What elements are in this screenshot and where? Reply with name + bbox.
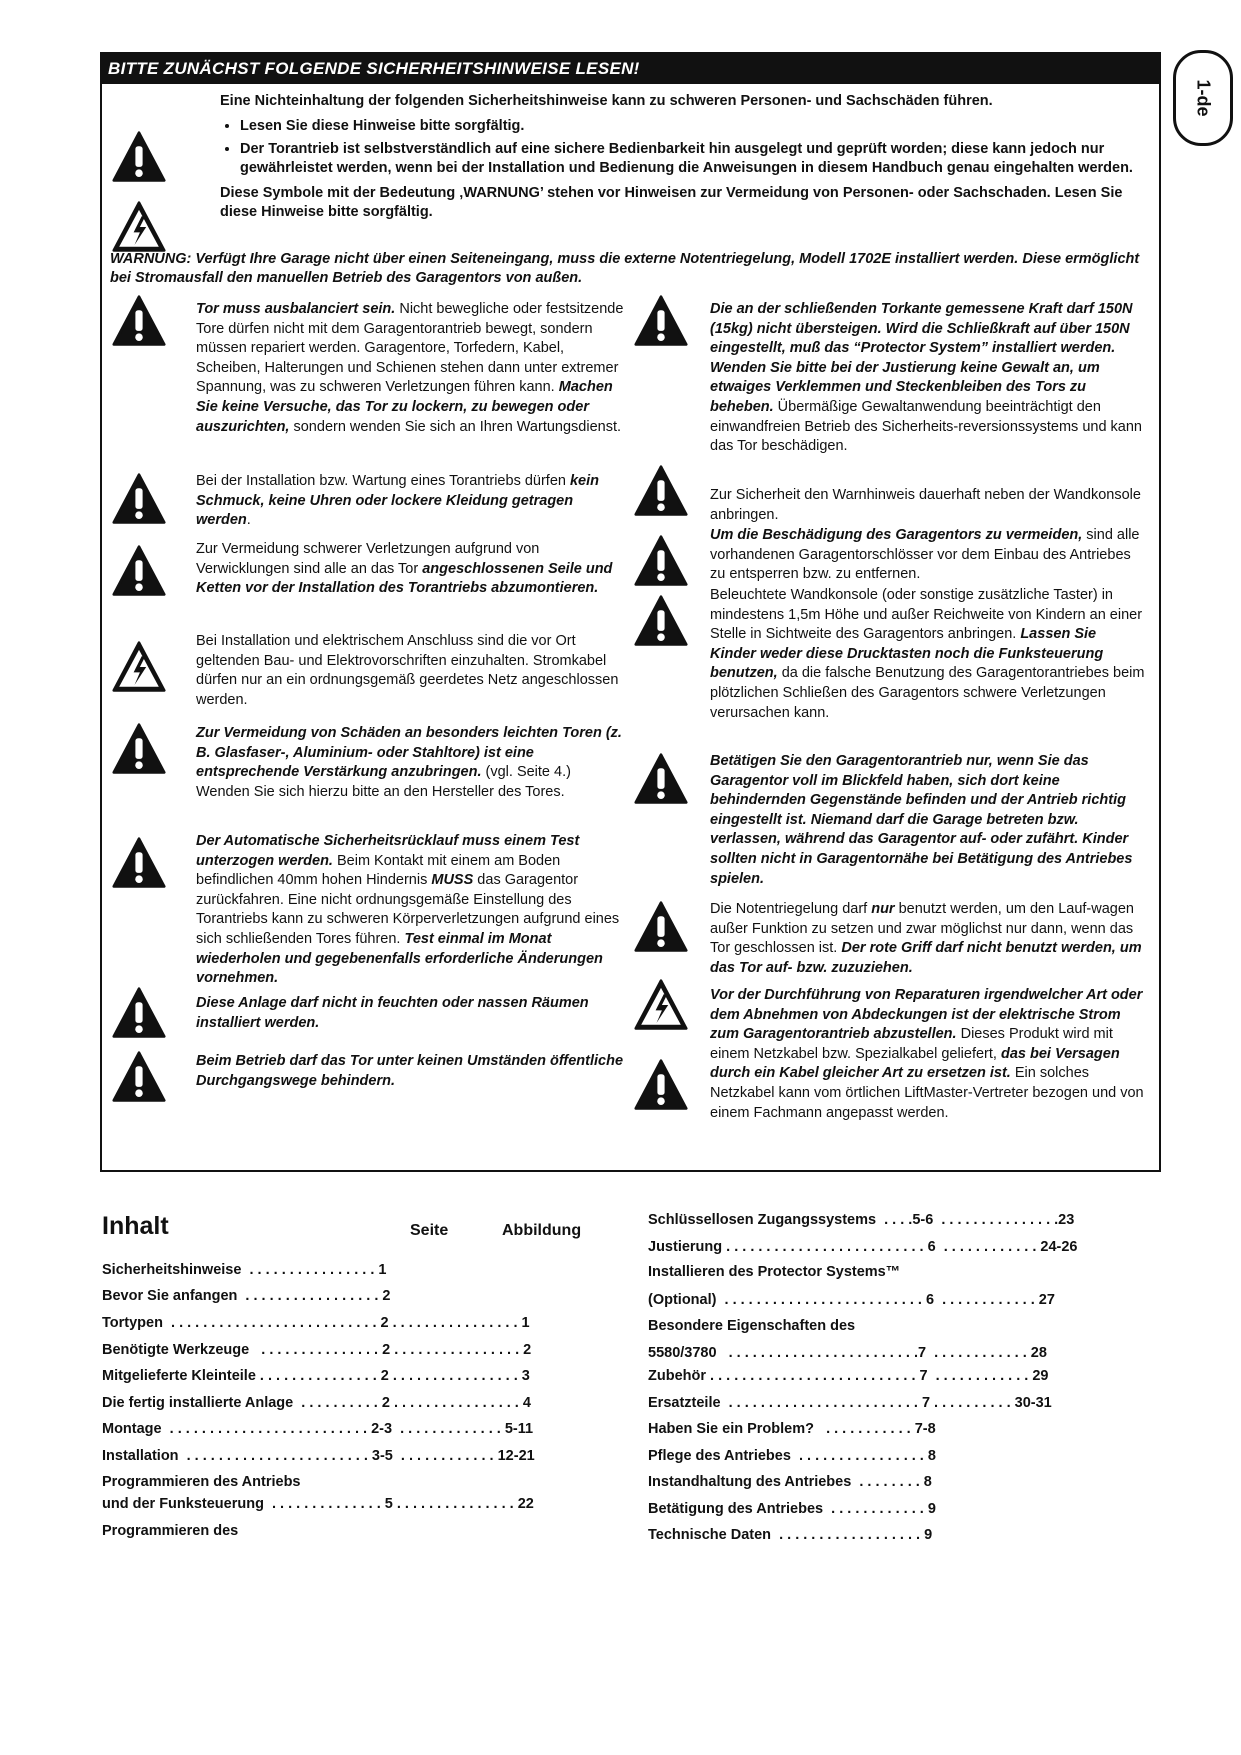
warning-exclamation-icon xyxy=(634,464,688,518)
contents-col-figure: Abbildung xyxy=(502,1222,582,1239)
right-warning-7 xyxy=(710,986,1146,1123)
warning-exclamation-icon xyxy=(112,836,166,890)
right-warning-7-text: Dieses Produkt wird mit einem Netzkabel bzw. Spezialkabel geliefert, xyxy=(710,1026,1113,1062)
intro-line: Eine Nichteinhaltung der folgenden Sicherheitshinweise kann zu schweren Personen- und Sachschäden führen. xyxy=(220,93,993,109)
left-warning-3-bold: angeschlossenen Seile und Ketten vor der Installation des Torantriebs abzumontieren. xyxy=(196,560,613,597)
intro-bullet: • Der Torantrieb ist selbstverständlich auf eine sichere Bedienbarkeit hin ausgelegt und geprüft worden; diese kann jedoch nur gewährleistet werden, wenn bei der Installation und Bedienung die Anweisungen in diesem Handbuch genau eingehalten werden. xyxy=(240,140,1150,178)
warning-exclamation-icon xyxy=(634,1058,688,1112)
toc-entry[interactable]: und der Funksteuerung . . . . . . . . . . . . . . 5 . . . . . . . . . . . . . . . 22 xyxy=(102,1496,534,1512)
main-warning: WARNUNG: Verfügt Ihre Garage nicht über einen Seiteneingang, muss die externe Notentriegelung, Modell 1702E installiert werden. Diese ermöglicht bei Stromausfall den manuellen Betrieb des Garagentors von außen. xyxy=(110,251,1140,286)
warning-exclamation-icon xyxy=(112,472,166,526)
left-warning-6-bold2: MUSS xyxy=(431,872,474,889)
right-warning-3 xyxy=(710,526,1146,585)
toc-entry[interactable]: Tortypen . . . . . . . . . . . . . . . . . . . . . . . . . . 2 . . . . . . . . . . . . . . . . 1 xyxy=(102,1315,530,1331)
toc-entry[interactable]: Besondere Eigenschaften des xyxy=(648,1318,856,1334)
warning-exclamation-icon xyxy=(634,594,688,648)
intro-bullet: • Lesen Sie diese Hinweise bitte sorgfältig. xyxy=(240,117,1150,136)
toc-entry[interactable]: (Optional) . . . . . . . . . . . . . . . . . . . . . . . . . 6 . . . . . . . . . . . . 27 xyxy=(648,1292,1055,1308)
toc-entry[interactable]: Justierung . . . . . . . . . . . . . . . . . . . . . . . . . 6 . . . . . . . . . . . . 24-26 xyxy=(648,1239,1078,1255)
toc-entry[interactable]: Betätigung des Antriebes . . . . . . . . . . . . 9 xyxy=(648,1501,936,1517)
warning-exclamation-icon xyxy=(634,294,688,348)
left-warning-1-bold2: Machen Sie keine Versuche, das Tor zu lockern, zu bewegen oder auszurichten, xyxy=(196,379,613,435)
toc-entry[interactable]: Installation . . . . . . . . . . . . . . . . . . . . . . . 3-5 . . . . . . . . . . . . 12-21 xyxy=(102,1448,535,1464)
contents-title: Inhalt xyxy=(102,1212,169,1240)
warning-exclamation-icon xyxy=(112,294,166,348)
right-warning-4-text: Beleuchtete Wandkonsole (oder sonstige zusätzliche Taster) in mindestens 1,5m Höhe und außer Reichweite von Kindern an einer Stelle in Sichtweite des Garagentors anbringen. xyxy=(710,587,1143,643)
left-warning-2-text2: . xyxy=(246,512,251,529)
toc-entry[interactable]: Montage . . . . . . . . . . . . . . . . . . . . . . . . . 2-3 . . . . . . . . . . . . . 5-11 xyxy=(102,1421,534,1437)
left-warning-6 xyxy=(196,832,628,989)
right-warning-4 xyxy=(710,586,1146,723)
left-warning-7-bold: Diese Anlage darf nicht in feuchten oder nassen Räumen installiert werden. xyxy=(196,995,589,1031)
toc-entry[interactable]: Benötigte Werkzeuge . . . . . . . . . . . . . . . 2 . . . . . . . . . . . . . . . . 2 xyxy=(102,1342,532,1358)
warning-exclamation-icon xyxy=(634,752,688,806)
right-warning-5-bold: Betätigen Sie den Garagentorantrieb nur, wenn Sie das Garagentor voll im Blickfeld haben, sich dort keine behindernden Gegenstände befinden und der Antrieb richtig eingestellt ist. Niemand darf die Garage betreten bzw. verlassen, während das Garagentor auf- oder zufährt. Kinder sollten nicht in Garagentornähe bei Betätigung des Antriebes spielen. xyxy=(710,753,1133,887)
right-warning-5 xyxy=(710,752,1146,889)
left-warning-7 xyxy=(196,994,628,1033)
right-warning-6-text: Die Notentriegelung darf xyxy=(710,901,872,917)
page-number-tab xyxy=(1173,50,1233,146)
warning-exclamation-icon xyxy=(112,986,166,1040)
warning-electric-icon xyxy=(634,978,688,1032)
right-warning-6 xyxy=(710,900,1146,978)
toc-entry[interactable]: Instandhaltung des Antriebes . . . . . . . . 8 xyxy=(648,1474,932,1490)
toc-entry[interactable]: Programmieren des xyxy=(102,1523,239,1539)
left-warning-1 xyxy=(196,300,628,437)
toc-entry[interactable]: 5580/3780 . . . . . . . . . . . . . . . . . . . . . . . .7 . . . . . . . . . . . . 28 xyxy=(648,1345,1047,1361)
right-warning-4-bold: Lassen Sie Kinder weder diese Drucktasten noch die Funksteuerung benutzen, xyxy=(710,626,1104,682)
left-warning-6-bold3: Test einmal im Monat wiederholen und gegebenenfalls erforderliche Änderungen vornehmen. xyxy=(196,930,603,987)
warning-exclamation-icon xyxy=(112,1050,166,1104)
safety-instructions-box xyxy=(100,52,1161,1172)
left-warning-5 xyxy=(196,724,628,802)
left-warning-1-text: Nicht bewegliche oder festsitzende Tore dürfen nicht mit dem Garagentorantrieb bewegt, sondern müssen repariert werden. Garagentore, Torfedern, Kabel, Scheiben, Halterungen und Schienen stehen dann unter extremer Spannung, was zu schweren Verletzungen führen kann. xyxy=(196,301,624,396)
intro-text xyxy=(220,92,1150,228)
toc-entry[interactable]: Programmieren des Antriebs xyxy=(102,1474,301,1490)
warning-exclamation-icon xyxy=(634,534,688,588)
left-warning-2-text: Bei der Installation bzw. Wartung eines Torantriebs dürfen xyxy=(196,473,570,489)
toc-entry[interactable]: Pflege des Antriebes . . . . . . . . . . . . . . . . 8 xyxy=(648,1448,936,1464)
left-warning-3 xyxy=(196,540,628,599)
toc-entry[interactable]: Schlüssellosen Zugangssystems . . . .5-6 . . . . . . . . . . . . . . .23 xyxy=(648,1212,1075,1228)
left-warning-6-text2: das Garagentor zurückfahren. Eine nicht ordnungsgemäße Einstellung des Torantriebs kann zu schweren Körperverletzungen aufgrund eines sich schließenden Tores führen. xyxy=(196,872,620,947)
left-warning-6-text: Beim Kontakt mit einem am Boden befindlichen 40mm hohen Hindernis xyxy=(196,852,561,889)
warning-exclamation-icon xyxy=(112,130,166,184)
toc-entry[interactable]: Haben Sie ein Problem? . . . . . . . . . . . 7-8 xyxy=(648,1421,936,1437)
left-warning-1-text2: sondern wenden Sie sich an Ihren Wartungsdienst. xyxy=(289,418,622,435)
right-warning-4-text2: da die falsche Benutzung des Garagentorantriebes beim plötzlichen Schließen des Garagentors schwere Verletzungen verursachen kann. xyxy=(710,665,1145,721)
right-warning-6-bold: nur xyxy=(871,901,895,917)
right-warning-1-bold: Die an der schließenden Torkante gemessene Kraft darf 150N (15kg) nicht übersteigen. Wird die Schließkraft auf über 150N eingestellt, muß das “Protector System” installiert werden. Wenden Sie bitte bei der Justierung keine Gewalt an, um etwaiges Verklemmen und Steckenbleiben des Tors zu beheben. xyxy=(710,301,1133,415)
warning-exclamation-icon xyxy=(634,900,688,954)
right-warning-7-bold2: das bei Versagen durch ein Kabel gleicher Art zu ersetzen ist. xyxy=(710,1045,1120,1082)
left-warning-2 xyxy=(196,472,628,531)
toc-entry[interactable]: Ersatzteile . . . . . . . . . . . . . . . . . . . . . . . . 7 . . . . . . . . . . 30-31 xyxy=(648,1395,1052,1411)
right-warning-6-bold2: Der rote Griff darf nicht benutzt werden, um das Tor auf- bzw. zuzuziehen. xyxy=(710,940,1142,976)
right-warning-2-text: Zur Sicherheit den Warnhinweis dauerhaft neben der Wandkonsole anbringen. xyxy=(710,487,1141,523)
left-warning-5-text: (vgl. Seite 4.) Wenden Sie sich hierzu bitte an den Hersteller des Tores. xyxy=(196,764,571,800)
right-warning-7-text2: Ein solches Netzkabel kann vom örtlichen LiftMaster-Vertreter bezogen und von einem Fachmann angepasst werden. xyxy=(710,1065,1144,1121)
left-warning-1-bold: Tor muss ausbalanciert sein. xyxy=(196,301,396,317)
warning-exclamation-icon xyxy=(112,544,166,598)
contents-col-page: Seite xyxy=(410,1222,449,1239)
warning-exclamation-icon xyxy=(112,722,166,776)
warning-electric-icon xyxy=(112,200,166,254)
right-warning-2 xyxy=(710,486,1146,525)
left-warning-8-bold: Beim Betrieb darf das Tor unter keinen Umständen öffentliche Durchgangswege behindern. xyxy=(196,1053,624,1089)
right-warning-3-text: sind alle vorhandenen Garagentorschlösser vor dem Einbau des Antriebes zu entsperren bzw. zu entfernen. xyxy=(710,527,1140,583)
left-warning-8 xyxy=(196,1052,628,1091)
right-warning-1 xyxy=(710,300,1146,457)
toc-entry[interactable]: Technische Daten . . . . . . . . . . . . . . . . . . 9 xyxy=(648,1527,933,1543)
left-warning-2-bold: kein Schmuck, keine Uhren oder lockere Kleidung getragen werden xyxy=(196,473,599,529)
toc-entry[interactable]: Zubehör . . . . . . . . . . . . . . . . . . . . . . . . . . 7 . . . . . . . . . . . . 29 xyxy=(648,1368,1049,1384)
right-warning-7-bold: Vor der Durchführung von Reparaturen irgendwelcher Art oder dem Abnehmen von Abdeckungen ist der elektrische Strom zum Garagentorantrieb abzustellen. xyxy=(710,987,1143,1043)
toc-entry[interactable]: Bevor Sie anfangen . . . . . . . . . . . . . . . . . 2 xyxy=(102,1288,391,1304)
right-warning-1-text: Übermäßige Gewaltanwendung beeinträchtigt den einwandfreien Betrieb des Sicherheits-reversionssystems und kann das Tor beschädigen. xyxy=(710,398,1142,455)
right-warning-6-text2: benutzt werden, um den Lauf-wagen außer Funktion zu setzen und zwar möglichst nur dann, wenn das Tor geschlossen ist. xyxy=(710,901,1134,957)
left-warning-4-text: Bei Installation und elektrischem Anschluss sind die vor Ort geltenden Bau- und Elektrovorschriften einzuhalten. Stromkabel dürfen nur an ein ordnungsgemäß geerdetes Netz angeschlossen werden. xyxy=(196,633,619,708)
left-warning-3-text: Zur Vermeidung schwerer Verletzungen aufgrund von Verwicklungen sind alle an das Tor xyxy=(196,541,540,577)
toc-entry[interactable]: Sicherheitshinweise . . . . . . . . . . . . . . . . 1 xyxy=(102,1262,387,1278)
toc-entry[interactable]: Die fertig installierte Anlage . . . . . . . . . . 2 . . . . . . . . . . . . . . . . 4 xyxy=(102,1395,531,1411)
safety-header: BITTE ZUNÄCHST FOLGENDE SICHERHEITSHINWEISE LESEN! xyxy=(102,54,1159,84)
warning-electric-icon xyxy=(112,640,166,694)
toc-entry[interactable]: Installieren des Protector Systems™ xyxy=(648,1264,901,1280)
right-warning-3-bold: Um die Beschädigung des Garagentors zu vermeiden, xyxy=(710,527,1083,543)
intro-symbols-note: Diese Symbole mit der Bedeutung ‚WARNUNG’ stehen vor Hinweisen zur Vermeidung von Personen- oder Sachschaden. Lesen Sie diese Hinweise bitte sorgfältig. xyxy=(220,185,1123,220)
left-warning-5-bold: Zur Vermeidung von Schäden an besonders leichten Toren (z. B. Glasfaser-, Aluminium- oder Stahltore) ist eine entsprechende Verstärkung anzubringen. xyxy=(196,725,622,781)
left-warning-4 xyxy=(196,632,628,710)
intro-bullets xyxy=(220,117,1150,178)
page-number: 1-de xyxy=(1193,79,1214,117)
toc-entry[interactable]: Mitgelieferte Kleinteile . . . . . . . . . . . . . . . 2 . . . . . . . . . . . . . . . . 3 xyxy=(102,1368,530,1384)
left-warning-6-bold: Der Automatische Sicherheitsrücklauf muss einem Test unterzogen werden. xyxy=(196,833,580,869)
